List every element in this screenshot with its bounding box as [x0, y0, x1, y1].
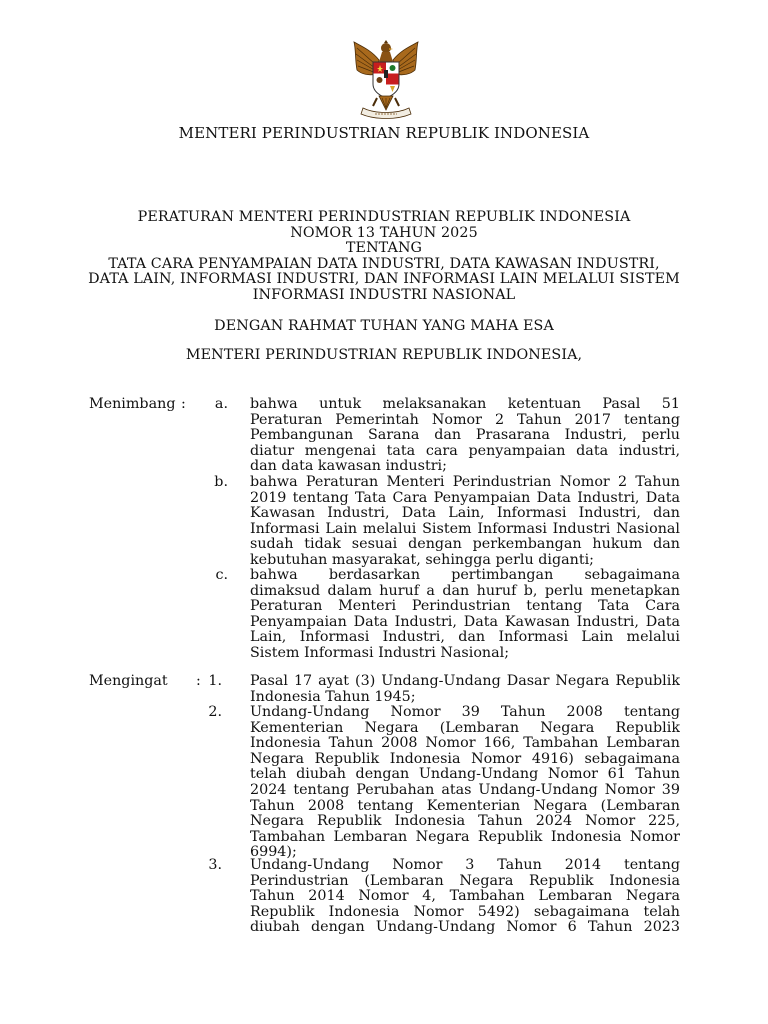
- text-line: Peraturan Menteri Perindustrian tentang Tata Cara: [250, 599, 680, 615]
- text-line: diubah dengan Undang-Undang Nomor 6 Tahun 2023: [250, 920, 680, 936]
- text-line: Tahun 2014 Nomor 4, Tambahan Lembaran Negara: [250, 889, 680, 905]
- item-marker: a.: [214, 396, 228, 412]
- item-marker: 1.: [208, 673, 222, 689]
- text-line: Kawasan Industri, Data Lain, Informasi Industri, dan: [250, 506, 680, 522]
- text-line: Lain, Informasi Industri, dan Informasi Lain melalui: [250, 630, 680, 646]
- item-marker: b.: [214, 474, 228, 490]
- regulation-subject-line: TATA CARA PENYAMPAIAN DATA INDUSTRI, DATA KAWASAN INDUSTRI,: [108, 255, 660, 272]
- text-line: Negara Republik Indonesia Nomor 4916) sebagaimana: [250, 751, 680, 767]
- mengingat-colon: :: [196, 673, 201, 689]
- regulation-number: NOMOR 13 TAHUN 2025: [290, 224, 478, 241]
- text-line: Kementerian Negara (Lembaran Negara Republik: [250, 720, 680, 736]
- text-line: Perindustrian (Lembaran Negara Republik Indonesia: [250, 873, 680, 889]
- item-text: [250, 674, 680, 705]
- text-line: bahwa untuk melaksanakan ketentuan Pasal 51: [250, 397, 680, 412]
- text-line: Pembangunan Sarana dan Prasarana Industri, perlu: [250, 428, 680, 444]
- regulation-subject-line: INFORMASI INDUSTRI NASIONAL: [252, 286, 516, 303]
- text-line: Undang-Undang Nomor 3 Tahun 2014 tentang: [250, 858, 680, 873]
- text-line: bahwa Peraturan Menteri Perindustrian Nomor 2 Tahun: [250, 475, 680, 490]
- text-line: Tahun 2008 tentang Kementerian Negara (Lembaran: [250, 798, 680, 814]
- regulation-title: PERATURAN MENTERI PERINDUSTRIAN REPUBLIK INDONESIA: [137, 209, 631, 225]
- item-marker: 3.: [208, 857, 222, 873]
- text-line: 2019 tentang Tata Cara Penyampaian Data Industri, Data: [250, 490, 680, 506]
- text-line: diatur mengenai tata cara penyampaian data industri,: [250, 443, 680, 459]
- text-line: Indonesia Tahun 2008 Nomor 166, Tambahan Lembaran: [250, 736, 680, 752]
- text-line: Republik Indonesia Nomor 5492) sebagaimana telah: [250, 904, 680, 920]
- regulation-title-block: [60, 210, 708, 304]
- text-line: 2024 tentang Perubahan atas Undang-Undang Nomor 39: [250, 782, 680, 798]
- text-line: dan data kawasan industri;: [250, 459, 447, 475]
- mengingat-label: Mengingat: [89, 673, 168, 689]
- invocation-line: DENGAN RAHMAT TUHAN YANG MAHA ESA: [214, 318, 554, 334]
- text-line: dimaksud dalam huruf a dan huruf b, perlu menetapkan: [250, 583, 680, 599]
- text-line: telah diubah dengan Undang-Undang Nomor 61 Tahun: [250, 767, 680, 783]
- minister-title: MENTERI PERINDUSTRIAN REPUBLIK INDONESIA: [178, 124, 590, 142]
- text-line: Pasal 17 ayat (3) Undang-Undang Dasar Negara Republik: [250, 674, 680, 689]
- text-line: 6994);: [250, 845, 297, 861]
- item-text: [250, 568, 680, 662]
- text-line: Penyampaian Data Industri, Data Kawasan Industri, Data: [250, 614, 680, 630]
- menimbang-label: Menimbang: [89, 396, 176, 412]
- item-marker: c.: [215, 567, 228, 583]
- item-text: [250, 858, 680, 936]
- regulation-subject-line: DATA LAIN, INFORMASI INDUSTRI, DAN INFORMASI LAIN MELALUI SISTEM: [88, 271, 680, 288]
- item-text: [250, 705, 680, 861]
- garuda-emblem-icon: [351, 40, 421, 122]
- text-line: bahwa berdasarkan pertimbangan sebagaimana: [250, 568, 680, 583]
- text-line: Undang-Undang Nomor 39 Tahun 2008 tentang: [250, 705, 680, 720]
- text-line: kebutuhan masyarakat, sehingga perlu diganti;: [250, 552, 594, 568]
- regulation-tentang: TENTANG: [345, 240, 423, 257]
- text-line: Peraturan Pemerintah Nomor 2 Tahun 2017 tentang: [250, 412, 680, 428]
- text-line: Negara Republik Indonesia Tahun 2024 Nomor 225,: [250, 814, 680, 830]
- text-line: Sistem Informasi Industri Nasional;: [250, 645, 510, 661]
- menimbang-colon: :: [181, 396, 186, 412]
- text-line: Informasi Lain melalui Sistem Informasi Industri Nasional: [250, 521, 680, 537]
- item-text: [250, 475, 680, 569]
- item-text: [250, 397, 680, 475]
- item-marker: 2.: [208, 704, 222, 720]
- text-line: sudah tidak sesuai dengan perkembangan hukum dan: [250, 537, 680, 553]
- text-line: Tambahan Lembaran Negara Republik Indonesia Nomor: [250, 829, 680, 845]
- text-line: Indonesia Tahun 1945;: [250, 689, 416, 705]
- minister-line: MENTERI PERINDUSTRIAN REPUBLIK INDONESIA,: [185, 347, 583, 363]
